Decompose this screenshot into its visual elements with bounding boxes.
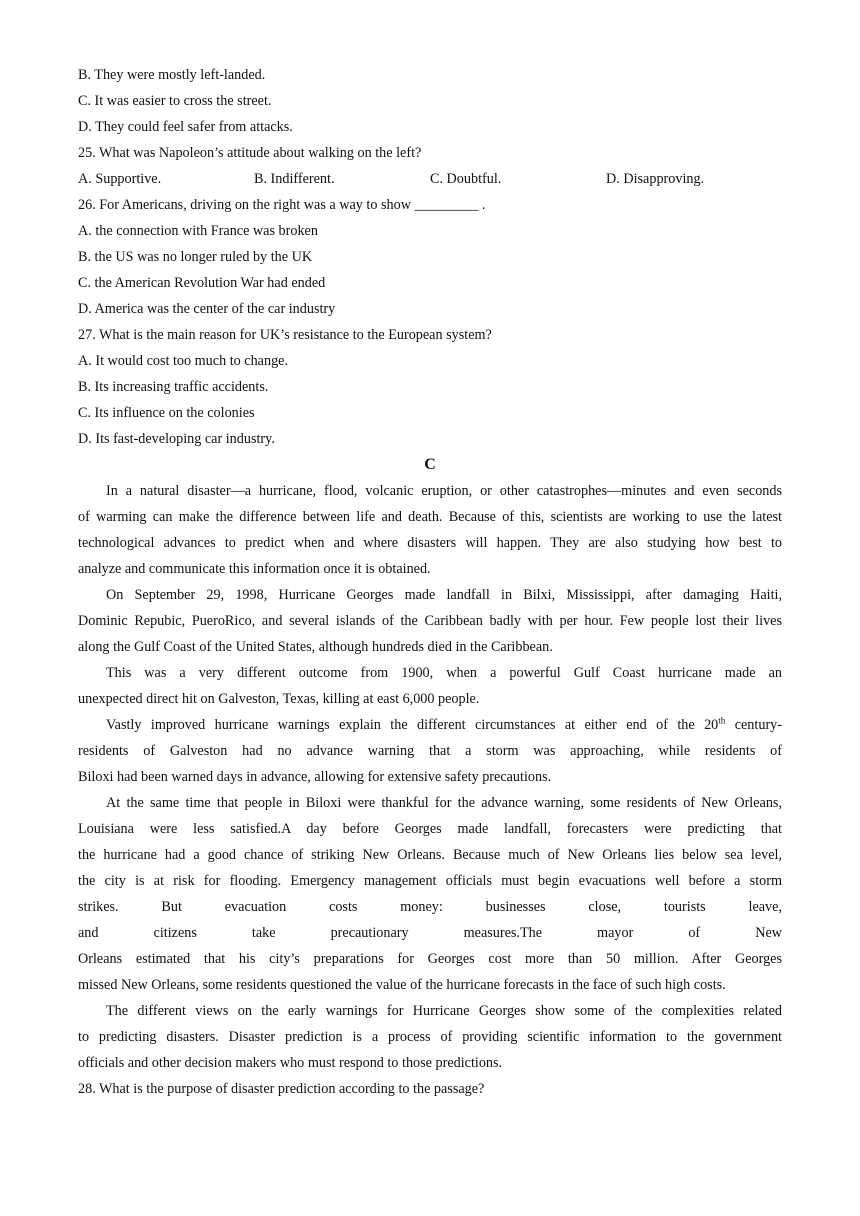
q25-option-c: C. Doubtful. [430, 171, 502, 187]
passage-line: residents of Galveston had no advance warning that a storm was approaching, while residents of [78, 743, 782, 759]
passage-paragraph-5 [78, 790, 782, 998]
passage-line: technological advances to predict when and where disasters will happen. They are also studying how best to [78, 535, 782, 551]
q25-option-b: B. Indifferent. [254, 171, 335, 187]
q26-option-b: B. the US was no longer ruled by the UK [78, 249, 313, 265]
passage-line: to predicting disasters. Disaster prediction is a process of providing scientific information to the government [78, 1029, 782, 1045]
q25-option-a: A. Supportive. [78, 171, 162, 187]
q27-option-b: B. Its increasing traffic accidents. [78, 379, 269, 395]
passage-paragraph-2 [78, 582, 782, 660]
q26-option-a: A. the connection with France was broken [78, 223, 318, 239]
q25-option-d: D. Disapproving. [606, 171, 705, 187]
exam-page [78, 62, 782, 1102]
passage-line: The different views on the early warnings for Hurricane Georges show some of the complexities related [106, 1003, 782, 1019]
passage-line: At the same time that people in Biloxi were thankful for the advance warning, some residents of New Orleans, [106, 795, 782, 811]
passage-line: strikes. But evacuation costs money: businesses close, tourists leave, [78, 899, 782, 915]
q26-option-c: C. the American Revolution War had ended [78, 275, 326, 291]
q26-option-d: D. America was the center of the car industry [78, 301, 336, 317]
passage-line: and citizens take precautionary measures.The mayor of New [78, 925, 782, 941]
passage-line: This was a very different outcome from 1900, when a powerful Gulf Coast hurricane made an [106, 665, 782, 681]
passage-line: along the Gulf Coast of the United States, although hundreds died in the Caribbean. [78, 639, 553, 655]
passage-paragraph-6 [78, 998, 782, 1076]
passage-text: Vastly improved hurricane warnings explain the different circumstances at either end of the 20 [106, 717, 719, 733]
passage-line-first [78, 712, 782, 738]
passage-line: of warming can make the difference between life and death. Because of this, scientists are working to use the latest [78, 509, 782, 525]
q25-question: 25. What was Napoleon’s attitude about walking on the left? [78, 145, 422, 161]
passage-text: century- [725, 717, 782, 733]
q25-options [78, 166, 782, 192]
passage-line: Dominic Repubic, PueroRico, and several islands of the Caribbean badly with per hour. Few people lost their lives [78, 613, 782, 629]
superscript: th [718, 715, 726, 726]
passage-line: Orleans estimated that his city’s preparations for Georges cost more than 50 million. After Georges [78, 951, 782, 967]
q27-question: 27. What is the main reason for UK’s resistance to the European system? [78, 327, 492, 343]
passage-paragraph-4 [78, 712, 782, 790]
passage-line: analyze and communicate this information once it is obtained. [78, 561, 431, 577]
q27-option-d: D. Its fast-developing car industry. [78, 431, 275, 447]
passage-line: the hurricane had a good chance of striking New Orleans. Because much of New Orleans lies below sea level, [78, 847, 782, 863]
q24-option-b: B. They were mostly left-landed. [78, 67, 266, 83]
q24-option-c: C. It was easier to cross the street. [78, 93, 272, 109]
q26-question: 26. For Americans, driving on the right was a way to show _________ . [78, 197, 486, 213]
passage-line: missed New Orleans, some residents questioned the value of the hurricane forecasts in the face of such high costs. [78, 977, 726, 993]
passage-line: officials and other decision makers who must respond to those predictions. [78, 1055, 503, 1071]
passage-paragraph-3 [78, 660, 782, 712]
passage-line: In a natural disaster—a hurricane, flood, volcanic eruption, or other catastrophes—minutes and even seconds [106, 483, 782, 499]
passage-line: unexpected direct hit on Galveston, Texas, killing at east 6,000 people. [78, 691, 480, 707]
passage-line: On September 29, 1998, Hurricane Georges made landfall in Bilxi, Mississippi, after damaging Haiti, [106, 587, 782, 603]
q27-option-c: C. Its influence on the colonies [78, 405, 255, 421]
q27-option-a: A. It would cost too much to change. [78, 353, 289, 369]
q24-option-d: D. They could feel safer from attacks. [78, 119, 293, 135]
section-heading: C [424, 456, 436, 473]
passage-line: the city is at risk for flooding. Emergency management officials must begin evacuations well before a storm [78, 873, 782, 889]
passage-paragraph-1 [78, 478, 782, 582]
passage-line: Louisiana were less satisfied.A day before Georges made landfall, forecasters were predicting that [78, 821, 782, 837]
passage-line: Biloxi had been warned days in advance, allowing for extensive safety precautions. [78, 769, 552, 785]
q28-question: 28. What is the purpose of disaster prediction according to the passage? [78, 1081, 485, 1097]
